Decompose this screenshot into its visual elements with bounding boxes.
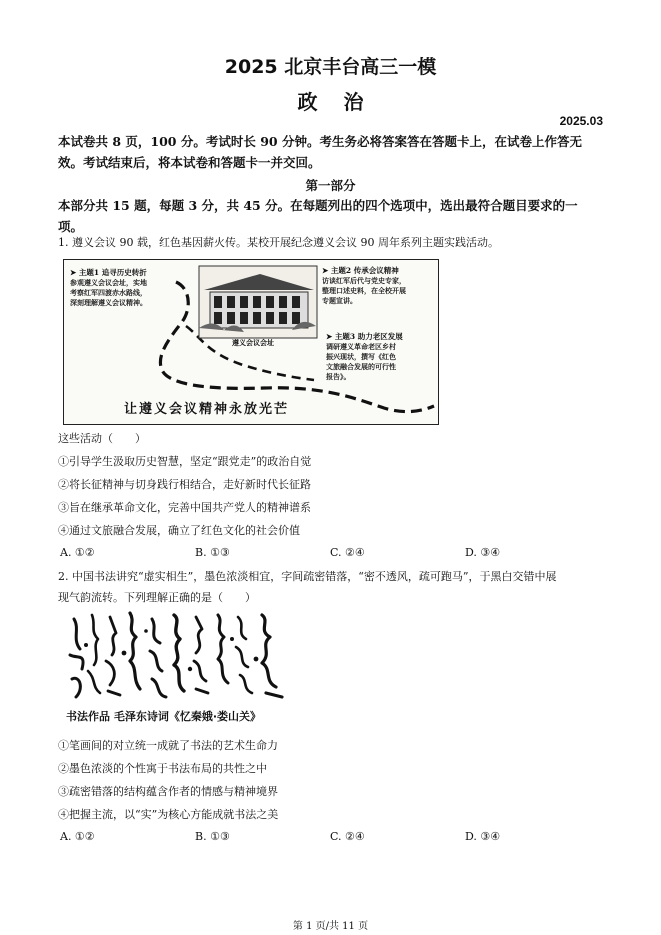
q1-statement: ④通过文旅融合发展，确立了红色文化的社会价值 <box>58 524 300 537</box>
theme-3 <box>326 332 434 382</box>
page-footer: 第 1 页/共 11 页 <box>292 921 369 932</box>
q1-option-b: B. ①③ <box>195 546 230 559</box>
q2-option-b: B. ①③ <box>195 830 230 843</box>
q1-option-c: C. ②④ <box>330 546 365 559</box>
calligraphy-artwork <box>66 609 288 704</box>
building-label: 遵义会议会址 <box>232 339 274 347</box>
theme-1-line: 考察红军四渡赤水路线， <box>70 288 147 297</box>
q2-option-a: A. ①② <box>60 830 95 843</box>
theme-3-line: 文旅融合发展的可行性 <box>326 362 396 371</box>
part-description-line-2: 项。 <box>58 219 84 234</box>
q2-stem-line-2: 现气韵流转。下列理解正确的是（ ） <box>58 591 256 604</box>
part-description-line-1: 本部分共 15 题，每题 3 分，共 45 分。在每题列出的四个选项中，选出最符合题目要求的一 <box>58 198 578 213</box>
q2-statement: ②墨色浓淡的个性寓于书法布局的共性之中 <box>58 762 267 775</box>
q1-figure <box>63 259 439 425</box>
building-illustration <box>199 266 317 338</box>
theme-2-line: 整理口述史料，在全校开展 <box>322 286 406 295</box>
theme-3-line: 振兴现状，撰写《红色 <box>326 352 396 361</box>
q2-statement: ④把握主流，以“实”为核心方能成就书法之美 <box>58 808 279 821</box>
theme-1-title: ➤ 主题1 追寻历史转折 <box>70 268 147 277</box>
instructions-line-2: 效。考试结束后，将本试卷和答题卡一并交回。 <box>58 155 321 170</box>
theme-1 <box>70 268 170 308</box>
exam-title: 2025 北京丰台高三一模 <box>224 56 437 78</box>
theme-3-line: 调研遵义革命老区乡村 <box>326 342 396 351</box>
q2-stem-line-1: 2. 中国书法讲究“虚实相生”，墨色浓淡相宜，字间疏密错落，“密不透风，疏可跑马”，于黑白交错中展 <box>58 570 557 583</box>
part-title: 第一部分 <box>305 178 356 193</box>
q1-statement: ①引导学生汲取历史智慧，坚定“跟党走”的政治自觉 <box>58 455 312 468</box>
exam-date: 2025.03 <box>559 114 603 128</box>
calligraphy-caption: 书法作品 毛泽东诗词《忆秦娥·娄山关》 <box>66 710 262 723</box>
q1-option-d: D. ③④ <box>465 546 501 559</box>
q1-statement: ②将长征精神与切身践行相结合，走好新时代长征路 <box>58 478 311 491</box>
q1-stem: 1. 遵义会议 90 载，红色基因薪火传。某校开展纪念遵义会议 90 周年系列主题实践活动。 <box>58 236 499 249</box>
theme-2-line: 专题宣讲。 <box>322 296 357 305</box>
theme-3-title: ➤ 主题3 助力老区发展 <box>326 332 403 341</box>
instructions-line-1: 本试卷共 8 页，100 分。考试时长 90 分钟。考生务必将答案答在答题卡上，在试卷上作答无 <box>58 134 582 149</box>
q1-statement: ③旨在继承革命文化，完善中国共产党人的精神谱系 <box>58 501 311 514</box>
calligraphy-strokes <box>66 609 288 704</box>
theme-1-line: 深刻理解遵义会议精神。 <box>70 298 147 307</box>
figure-slogan: 让遵义会议精神永放光芒 <box>124 402 290 417</box>
q2-option-c: C. ②④ <box>330 830 365 843</box>
theme-1-line: 参观遵义会议会址，实地 <box>70 278 147 287</box>
q1-option-a: A. ①② <box>60 546 95 559</box>
q2-statement: ①笔画间的对立统一成就了书法的艺术生命力 <box>58 739 278 752</box>
q2-option-d: D. ③④ <box>465 830 501 843</box>
q1-lead: 这些活动（ ） <box>58 432 146 445</box>
q2-stem <box>58 566 606 608</box>
theme-3-line: 报告》。 <box>326 372 351 381</box>
theme-2 <box>322 266 434 306</box>
part-description <box>58 195 606 237</box>
theme-2-title: ➤ 主题2 传承会议精神 <box>322 266 399 275</box>
subject-title: 政治 <box>297 90 390 114</box>
theme-2-line: 访谈红军后代与党史专家， <box>322 276 406 285</box>
instructions <box>58 131 606 173</box>
q2-statement: ③疏密错落的结构蕴含作者的情感与精神境界 <box>58 785 278 798</box>
